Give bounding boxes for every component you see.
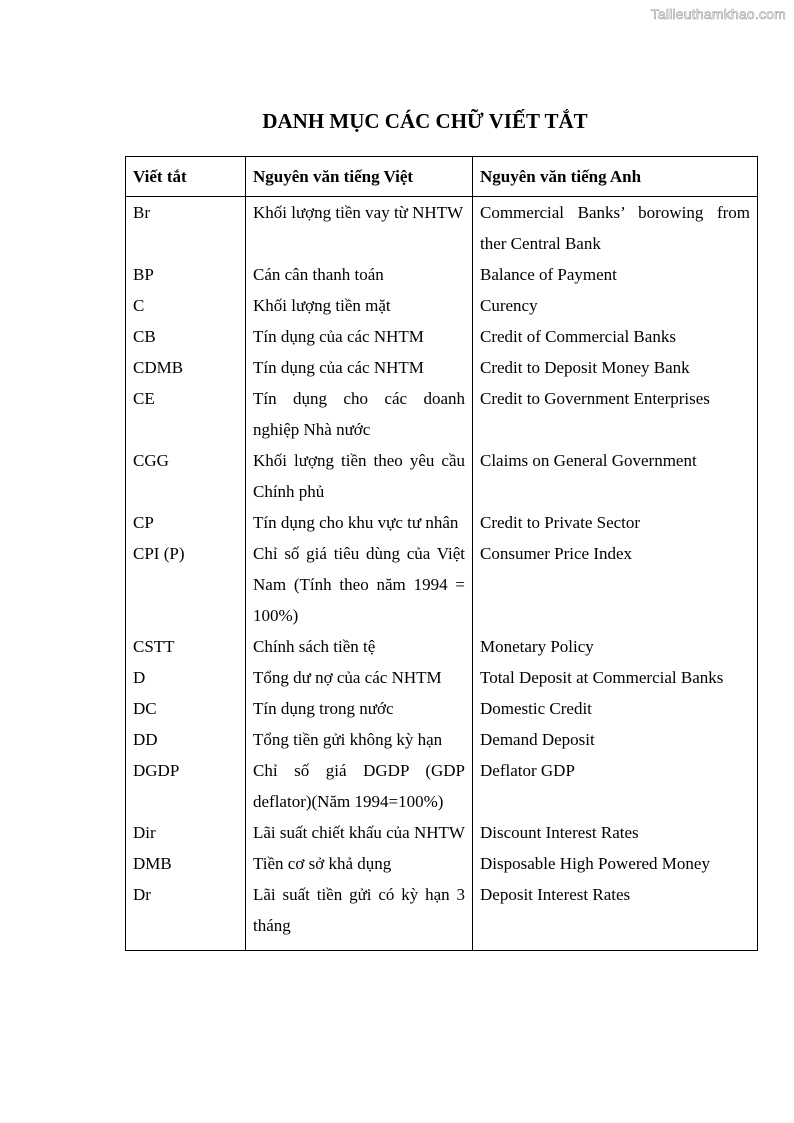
vietnamese-cell: Chính sách tiền tệ xyxy=(246,631,473,662)
vietnamese-cell: Tín dụng cho các doanh nghiệp Nhà nước xyxy=(246,383,473,445)
column-header-english: Nguyên văn tiếng Anh xyxy=(473,157,758,197)
english-cell: Total Deposit at Commercial Banks xyxy=(473,662,758,693)
vietnamese-cell: Tín dụng của các NHTM xyxy=(246,352,473,383)
abbreviation-cell: DC xyxy=(126,693,246,724)
abbreviation-cell: CSTT xyxy=(126,631,246,662)
table-row xyxy=(126,259,758,290)
english-cell: Balance of Payment xyxy=(473,259,758,290)
english-cell: Credit to Deposit Money Bank xyxy=(473,352,758,383)
watermark-text: Tailieuthamkhao.com xyxy=(650,6,786,22)
vietnamese-cell: Tiền cơ sở khả dụng xyxy=(246,848,473,879)
vietnamese-cell: Khối lượng tiền theo yêu cầu Chính phủ xyxy=(246,445,473,507)
table-header-row xyxy=(126,157,758,197)
abbreviation-cell: CPI (P) xyxy=(126,538,246,631)
abbreviation-cell: Br xyxy=(126,197,246,260)
abbreviation-cell: Dr xyxy=(126,879,246,951)
english-cell: Credit of Commercial Banks xyxy=(473,321,758,352)
english-cell: Domestic Credit xyxy=(473,693,758,724)
vietnamese-cell: Tổng dư nợ của các NHTM xyxy=(246,662,473,693)
vietnamese-cell: Khối lượng tiền vay từ NHTW xyxy=(246,197,473,260)
table-row xyxy=(126,352,758,383)
english-cell: Commercial Banks’ borowing from ther Central Bank xyxy=(473,197,758,260)
table-row xyxy=(126,693,758,724)
table-row xyxy=(126,321,758,352)
vietnamese-cell: Lãi suất chiết khấu của NHTW xyxy=(246,817,473,848)
abbreviations-table xyxy=(125,156,758,951)
english-cell: Credit to Private Sector xyxy=(473,507,758,538)
vietnamese-cell: Tín dụng trong nước xyxy=(246,693,473,724)
english-cell: Discount Interest Rates xyxy=(473,817,758,848)
english-cell: Disposable High Powered Money xyxy=(473,848,758,879)
abbreviation-cell: Dir xyxy=(126,817,246,848)
vietnamese-cell: Lãi suất tiền gửi có kỳ hạn 3 tháng xyxy=(246,879,473,951)
table-row xyxy=(126,662,758,693)
english-cell: Claims on General Government xyxy=(473,445,758,507)
vietnamese-cell: Chỉ số giá DGDP (GDP deflator)(Năm 1994=100%) xyxy=(246,755,473,817)
column-header-abbreviation: Viết tắt xyxy=(126,157,246,197)
english-cell: Curency xyxy=(473,290,758,321)
vietnamese-cell: Chỉ số giá tiêu dùng của Việt Nam (Tính theo năm 1994 = 100%) xyxy=(246,538,473,631)
table-row xyxy=(126,290,758,321)
abbreviation-cell: C xyxy=(126,290,246,321)
abbreviation-cell: DGDP xyxy=(126,755,246,817)
abbreviation-cell: CE xyxy=(126,383,246,445)
table-row xyxy=(126,879,758,951)
table-row xyxy=(126,197,758,260)
english-cell: Demand Deposit xyxy=(473,724,758,755)
abbreviation-cell: BP xyxy=(126,259,246,290)
abbreviation-cell: CDMB xyxy=(126,352,246,383)
english-cell: Consumer Price Index xyxy=(473,538,758,631)
vietnamese-cell: Tín dụng của các NHTM xyxy=(246,321,473,352)
table-row xyxy=(126,631,758,662)
abbreviation-cell: CGG xyxy=(126,445,246,507)
vietnamese-cell: Tín dụng cho khu vực tư nhân xyxy=(246,507,473,538)
table-row xyxy=(126,755,758,817)
column-header-vietnamese: Nguyên văn tiếng Việt xyxy=(246,157,473,197)
abbreviation-cell: DD xyxy=(126,724,246,755)
table-row xyxy=(126,507,758,538)
vietnamese-cell: Khối lượng tiền mặt xyxy=(246,290,473,321)
table-row xyxy=(126,383,758,445)
table-row xyxy=(126,848,758,879)
english-cell: Credit to Government Enterprises xyxy=(473,383,758,445)
table-row xyxy=(126,724,758,755)
page-title: DANH MỤC CÁC CHỮ VIẾT TẮT xyxy=(262,109,588,133)
english-cell: Deposit Interest Rates xyxy=(473,879,758,951)
abbreviation-cell: D xyxy=(126,662,246,693)
abbreviation-cell: CB xyxy=(126,321,246,352)
table-row xyxy=(126,445,758,507)
english-cell: Monetary Policy xyxy=(473,631,758,662)
table-row xyxy=(126,817,758,848)
abbreviation-cell: CP xyxy=(126,507,246,538)
table-row xyxy=(126,538,758,631)
abbreviation-cell: DMB xyxy=(126,848,246,879)
english-cell: Deflator GDP xyxy=(473,755,758,817)
vietnamese-cell: Cán cân thanh toán xyxy=(246,259,473,290)
vietnamese-cell: Tổng tiền gửi không kỳ hạn xyxy=(246,724,473,755)
